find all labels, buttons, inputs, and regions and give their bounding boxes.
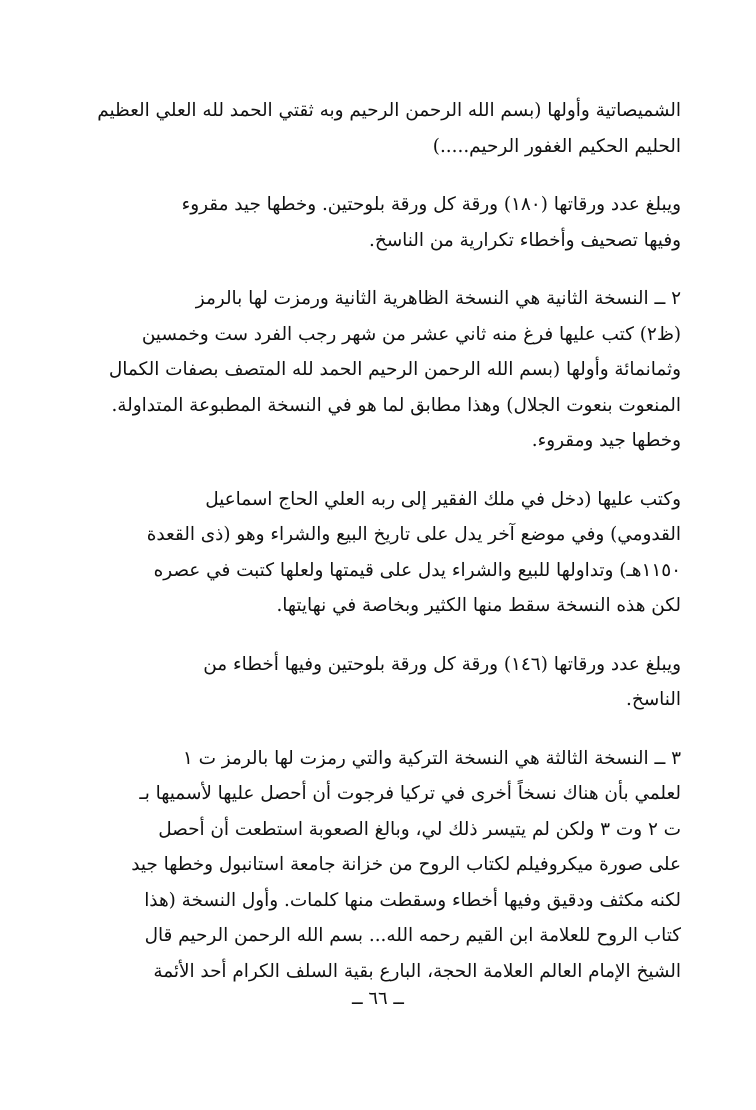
paragraph-gap [60, 164, 681, 187]
paragraph-3 [60, 281, 681, 459]
paragraph-gap [60, 624, 681, 647]
text-line: لعلمي بأن هناك نسخاً أخرى في تركيا فرجوت أن أحصل عليها لأسميها بـ [139, 783, 681, 804]
text-line: على صورة ميكروفيلم لكتاب الروح من خزانة جامعة استانبول وخطها جيد [131, 854, 681, 875]
paragraph-6 [60, 741, 681, 990]
text-line: لكنه مكثف ودقيق وفيها أخطاء وسقطت منها كلمات. وأول النسخة (هذا [144, 889, 681, 911]
page-number: ــ ٦٦ ــ [352, 988, 404, 1009]
text-line: ويبلغ عدد ورقاتها (١٨٠) ورقة كل ورقة بلوحتين. وخطها جيد مقروء [181, 194, 681, 215]
text-line: كتاب الروح للعلامة ابن القيم رحمه الله... بسم الله الرحمن الرحيم قال [144, 925, 681, 946]
text-line: ٢ ــ النسخة الثانية هي النسخة الظاهرية الثانية ورمزت لها بالرمز [195, 288, 681, 309]
text-line: وثمانمائة وأولها (بسم الله الرحمن الرحيم الحمد لله المتصف بصفات الكمال [108, 359, 681, 380]
text-line: (ظ٢) كتب عليها فرغ منه ثاني عشر من شهر رجب الفرد ست وخمسين [141, 323, 681, 345]
text-line: لكن هذه النسخة سقط منها الكثير وبخاصة في نهايتها. [276, 595, 681, 616]
paragraph-5 [60, 647, 681, 718]
text-line: وكتب عليها (دخل في ملك الفقير إلى ربه العلي الحاج اسماعيل [205, 488, 681, 510]
paragraph-2 [60, 187, 681, 258]
text-line: الحليم الحكيم الغفور الرحيم.....) [432, 135, 681, 157]
text-line: القدومي) وفي موضع آخر يدل على تاريخ البيع والشراء وهو (ذى القعدة [146, 524, 681, 545]
paragraph-4 [60, 482, 681, 624]
text-line: ويبلغ عدد ورقاتها (١٤٦) ورقة كل ورقة بلوحتين وفيها أخطاء من [203, 653, 681, 675]
page-body [60, 93, 681, 1093]
text-line: ١١٥٠هـ) وتداولها للبيع والشراء يدل على قيمتها ولعلها كتبت في عصره [153, 559, 681, 581]
text-line: ٣ ــ النسخة الثالثة هي النسخة التركية والتي رمزت لها بالرمز ت ١ [182, 747, 681, 769]
paragraph-1 [60, 93, 681, 164]
text-line: وخطها جيد ومقروء. [531, 430, 681, 451]
text-line: ت ٢ وت ٣ ولكن لم يتيسر ذلك لي، وبالغ الصعوبة استطعت أن أحصل [158, 818, 681, 840]
text-line: الشميصاتية وأولها (بسم الله الرحمن الرحيم وبه ثقتي الحمد لله العلي العظيم [97, 100, 681, 121]
text-line: الشيخ الإمام العالم العلامة الحجة، البارع بقية السلف الكرام أحد الأئمة [153, 960, 681, 982]
text-line: وفيها تصحيف وأخطاء تكرارية من الناسخ. [369, 229, 681, 251]
text-line: الناسخ. [626, 689, 681, 710]
paragraph-gap [60, 258, 681, 281]
paragraph-gap [60, 459, 681, 482]
text-line: المنعوت بنعوت الجلال) وهذا مطابق لما هو في النسخة المطبوعة المتداولة. [111, 394, 681, 416]
paragraph-gap [60, 718, 681, 741]
